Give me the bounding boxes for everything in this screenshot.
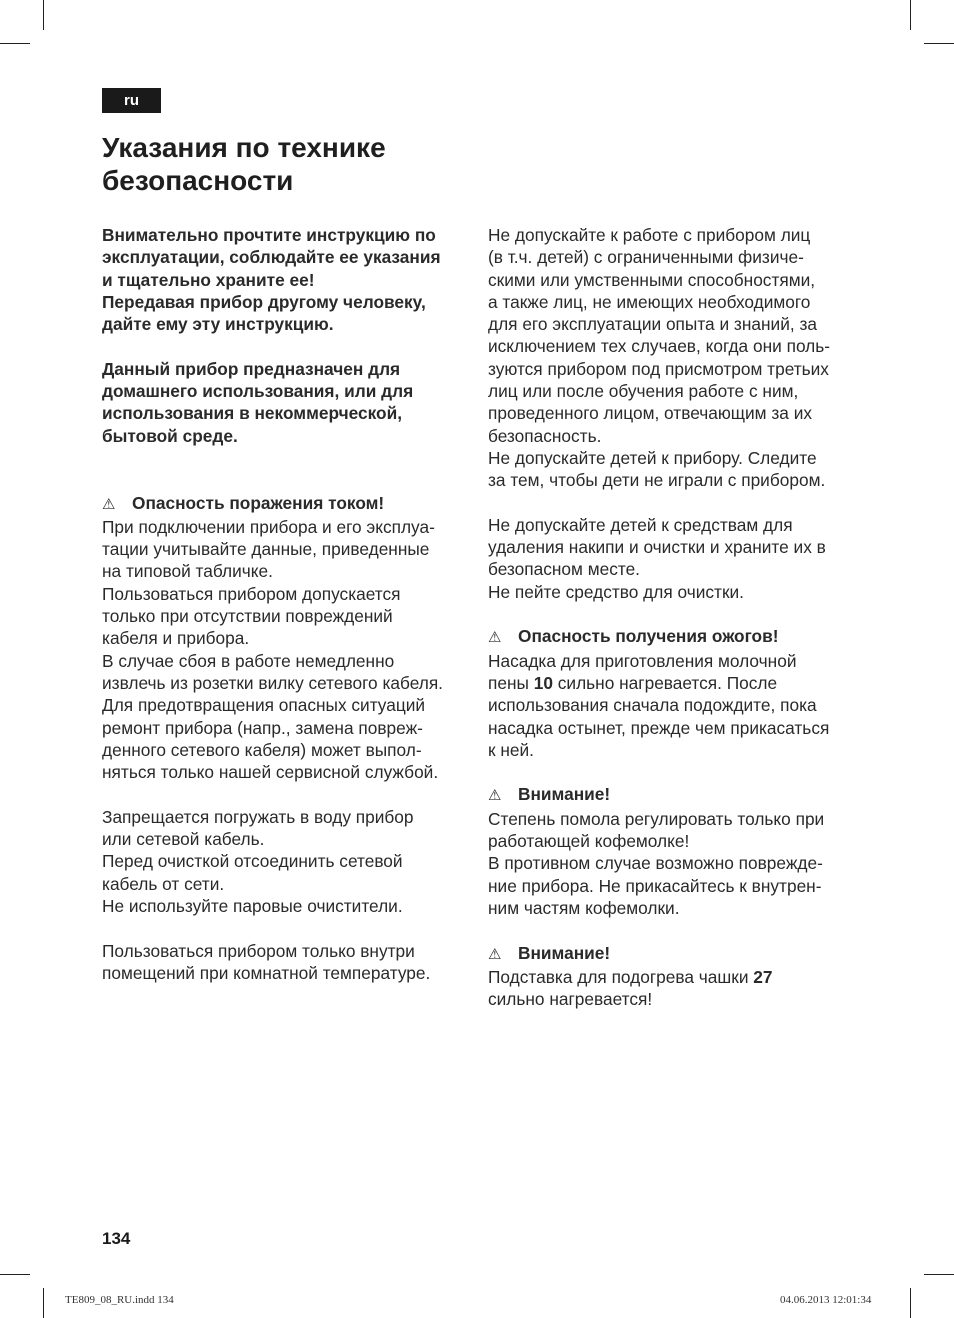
- text-line: использования в некоммерческой,: [102, 403, 403, 424]
- text-line: Не допускайте детей к средствам для: [488, 514, 793, 535]
- title-line: безопасности: [102, 165, 294, 196]
- crop-mark: [43, 0, 44, 30]
- text-line: ним частям кофемолки.: [488, 897, 680, 918]
- text-line: извлечь из розетки вилку сетевого кабеля.: [102, 672, 443, 693]
- text-line: тации учитывайте данные, приведенные: [102, 539, 430, 560]
- text-line: сильно нагревается!: [488, 989, 653, 1010]
- text-line: зуются прибором под присмотром третьих: [488, 358, 829, 379]
- warning-triangle-icon: ⚠: [488, 629, 502, 647]
- text-line: кабель от сети.: [102, 873, 225, 894]
- crop-mark: [43, 1288, 44, 1318]
- electric-shock-paragraph: [102, 516, 470, 784]
- page-number: 134: [102, 1229, 131, 1248]
- text-line: бытовой среде.: [102, 425, 238, 446]
- warning-title: Внимание!: [518, 942, 611, 963]
- text-line: Степень помола регулировать только при: [488, 808, 825, 829]
- right-column: [488, 224, 858, 1010]
- warning-triangle-icon: ⚠: [488, 945, 502, 963]
- text-line: ремонт прибора (напр., замена повреж-: [102, 717, 423, 738]
- print-slug-file: TE809_08_RU.indd 134: [65, 1294, 174, 1306]
- text-line: Не допускайте к работе с прибором лиц: [488, 225, 811, 245]
- part-number: 27: [753, 966, 773, 987]
- text-line: и тщательно храните ее!: [102, 269, 315, 290]
- language-tab: ru: [102, 88, 161, 113]
- text-line: работающей кофемолке!: [488, 831, 690, 852]
- crop-mark: [0, 1274, 30, 1275]
- text-line: Не используйте паровые очистители.: [102, 895, 403, 916]
- text-line: Пользоваться прибором только внутри: [102, 940, 415, 961]
- text-line: на типовой табличке.: [102, 561, 273, 582]
- text-line: использования сначала подождите, пока: [488, 695, 817, 716]
- text-line: для его эксплуатации опыта и знаний, за: [488, 314, 817, 335]
- restricted-persons-paragraph: [488, 224, 858, 492]
- text-line: [488, 966, 858, 988]
- crop-mark: [910, 1288, 911, 1318]
- text-line: за тем, чтобы дети не играли с прибором.: [488, 470, 826, 491]
- text-line: проведенного лицом, отвечающим за их: [488, 403, 812, 424]
- text-line: Данный прибор предназначен для: [102, 358, 401, 379]
- text-line: денного сетевого кабеля) может выпол-: [102, 739, 422, 760]
- print-slug-date: 04.06.2013 12:01:34: [780, 1294, 872, 1306]
- text-line: Для предотвращения опасных ситуаций: [102, 695, 426, 716]
- title-line: Указания по технике: [102, 132, 386, 163]
- attention-heading: [488, 942, 858, 966]
- text-run: Подставка для подогрева чашки: [488, 966, 754, 987]
- text-line: а также лиц, не имеющих необходимого: [488, 291, 811, 312]
- intro-paragraph: [102, 224, 470, 335]
- text-line: безопасность.: [488, 425, 602, 446]
- burn-warning-heading: [488, 625, 858, 649]
- text-line: ние прибора. Не прикасайтесь к внутрен-: [488, 875, 822, 896]
- warning-heading: [102, 492, 470, 516]
- text-line: домашнего использования, или для: [102, 381, 414, 402]
- text-line: Перед очисткой отсоединить сетевой: [102, 851, 403, 872]
- text-line: В противном случае возможно поврежде-: [488, 853, 823, 874]
- text-line: дайте ему эту инструкцию.: [102, 314, 334, 335]
- text-line: кабеля и прибора.: [102, 628, 250, 649]
- text-line: исключением тех случаев, когда они поль-: [488, 336, 831, 357]
- descaler-paragraph: [488, 514, 858, 603]
- warning-title: Внимание!: [518, 784, 611, 805]
- crop-mark: [924, 1274, 954, 1275]
- intended-use-paragraph: [102, 358, 470, 447]
- text-line: помещений при комнатной температуре.: [102, 962, 431, 983]
- warning-triangle-icon: ⚠: [488, 787, 502, 805]
- text-line: безопасном месте.: [488, 559, 640, 580]
- warning-title: Опасность поражения током!: [132, 492, 385, 513]
- text-line: к ней.: [488, 739, 534, 760]
- warning-triangle-icon: ⚠: [102, 495, 116, 513]
- text-line: При подключении прибора и его эксплуа-: [102, 516, 435, 537]
- crop-mark: [924, 43, 954, 44]
- water-paragraph: [102, 806, 470, 917]
- text-line: Насадка для приготовления молочной: [488, 650, 797, 671]
- text-line: или сетевой кабель.: [102, 829, 265, 850]
- page-title: [102, 131, 522, 197]
- text-line: лиц или после обучения работе с ним,: [488, 381, 799, 402]
- text-line: Пользоваться прибором допускается: [102, 583, 401, 604]
- text-line: удаления накипи и очистки и храните их в: [488, 537, 826, 558]
- grinder-paragraph: [488, 808, 858, 919]
- part-number: 10: [533, 672, 553, 693]
- text-line: (в т.ч. детей) с ограниченными физиче-: [488, 247, 804, 268]
- left-column: [102, 224, 470, 984]
- burn-paragraph: [488, 650, 858, 761]
- text-line: Не пейте средство для очистки.: [488, 581, 744, 602]
- text-line: Внимательно прочтите инструкцию по: [102, 225, 436, 245]
- warning-title: Опасность получения ожогов!: [518, 626, 779, 647]
- text-line: только при отсутствии повреждений: [102, 606, 393, 627]
- cup-warmer-paragraph: [488, 966, 858, 1011]
- text-line: скими или умственными способностями,: [488, 269, 816, 290]
- attention-heading: [488, 783, 858, 807]
- text-line: [488, 672, 858, 694]
- text-run: сильно нагревается. После: [552, 672, 778, 693]
- text-line: Запрещается погружать в воду прибор: [102, 806, 414, 827]
- text-line: В случае сбоя в работе немедленно: [102, 650, 395, 671]
- crop-mark: [0, 43, 30, 44]
- text-line: эксплуатации, соблюдайте ее указания: [102, 247, 441, 268]
- text-run: пены: [488, 672, 534, 693]
- text-line: Не допускайте детей к прибору. Следите: [488, 447, 817, 468]
- text-line: Передавая прибор другому человеку,: [102, 291, 426, 312]
- text-line: няться только нашей сервисной службой.: [102, 762, 439, 783]
- text-line: насадка остынет, прежде чем прикасаться: [488, 717, 830, 738]
- crop-mark: [910, 0, 911, 30]
- indoor-use-paragraph: [102, 940, 470, 985]
